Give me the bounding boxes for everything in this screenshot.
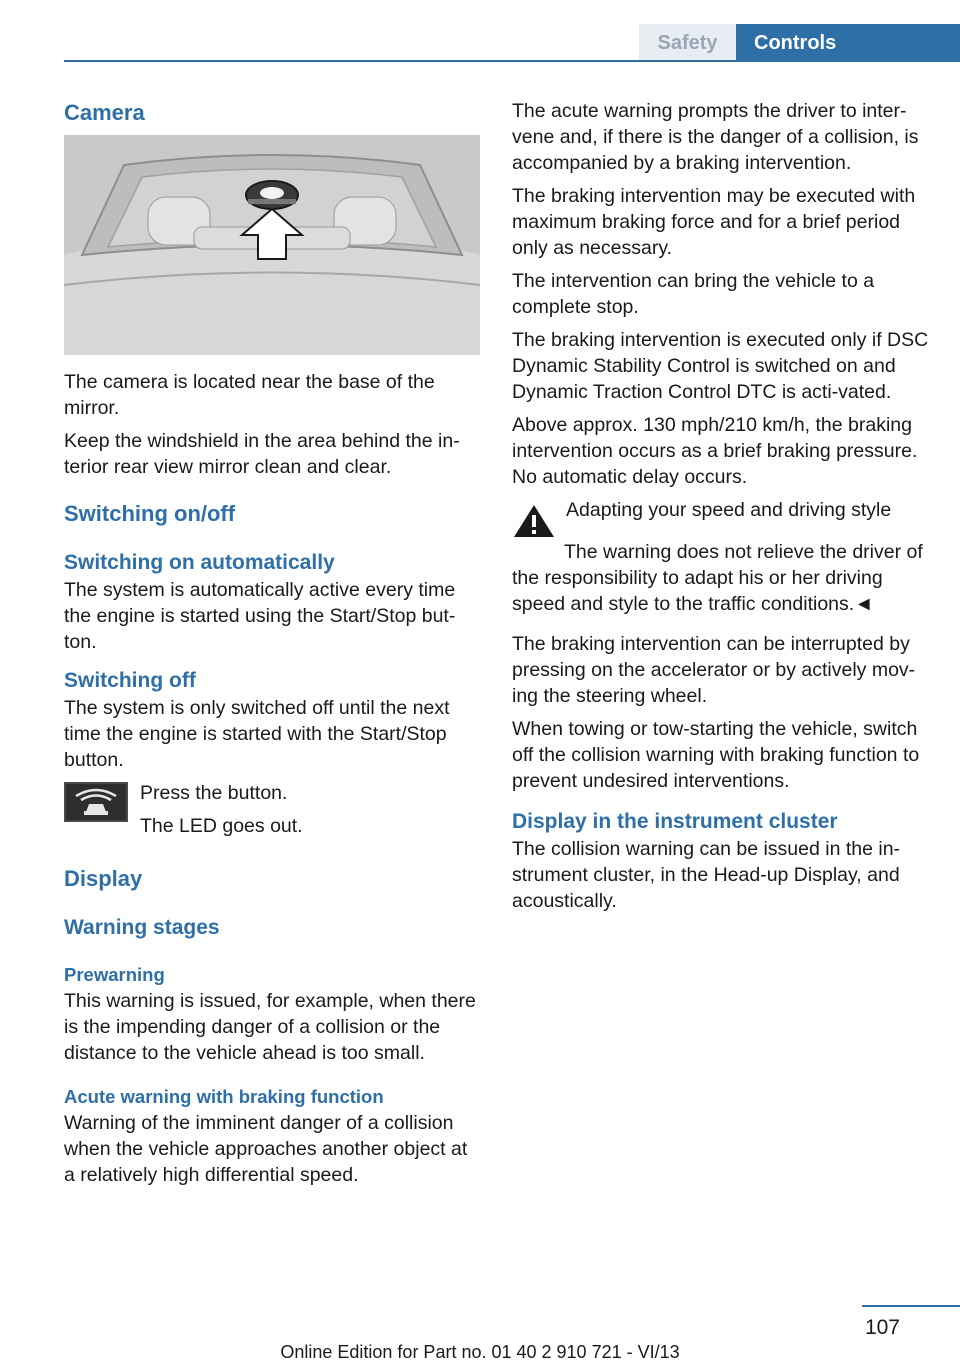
footer-rule [862, 1305, 960, 1307]
button-instruction [64, 780, 480, 846]
collision-warning-button-icon [64, 782, 128, 822]
auto-heading: Switching on automatically [64, 551, 335, 574]
dsc-condition-text: The braking intervention is executed only if DSC Dynamic Stability Control is switched on and Dynamic Traction Control DTC is acti-vated. [512, 329, 929, 403]
press-button-text: Press the button. [140, 782, 288, 804]
acute-text: Warning of the imminent danger of a collision when the vehicle approaches another object at a relatively high differential speed. [64, 1112, 468, 1186]
warning-notice [512, 497, 932, 539]
camera-figure [64, 135, 480, 355]
acute-prompt-text: The acute warning prompts the driver to inter-vene and, if there is the danger of a collision, is accompanied by a braking intervention. [512, 100, 919, 174]
cluster-text: The collision warning can be issued in the in-strument cluster, in the Head-up Display, and acoustically. [512, 838, 901, 912]
speed-limit-text: Above approx. 130 mph/210 km/h, the braking intervention occurs as a brief braking pressure. No automatic delay occurs. [512, 414, 918, 488]
left-column [64, 98, 480, 1195]
right-column [512, 98, 932, 921]
acute-heading: Acute warning with braking function [64, 1086, 384, 1107]
prewarning-heading: Prewarning [64, 964, 165, 985]
towing-text: When towing or tow-starting the vehicle, switch off the collision warning with braking function to prevent undesired interventions. [512, 718, 920, 792]
warning-stages-heading: Warning stages [64, 916, 220, 939]
tab-safety[interactable]: Safety [639, 24, 736, 62]
camera-heading: Camera [64, 100, 145, 125]
auto-text: The system is automatically active every time the engine is started using the Start/Stop but-ton. [64, 579, 456, 653]
camera-location-text: The camera is located near the base of the mirror. [64, 371, 435, 419]
header-rule [64, 60, 960, 62]
off-heading: Switching off [64, 669, 196, 692]
camera-location-illustration [64, 135, 480, 355]
led-out-text: The LED goes out. [140, 815, 303, 837]
page-number: 107 [864, 1316, 900, 1339]
display-heading: Display [64, 866, 143, 891]
braking-force-text: The braking intervention may be executed with maximum braking force and for a brief period only as necessary. [512, 185, 916, 259]
off-text: The system is only switched off until the next time the engine is started with the Start/Stop button. [64, 697, 450, 771]
warning-triangle-icon [512, 503, 556, 539]
switching-heading: Switching on/off [64, 501, 236, 526]
cluster-heading: Display in the instrument cluster [512, 810, 838, 833]
warning-body: The warning does not relieve the driver of the responsibility to adapt his or her driving speed and style to the traffic conditions.◄ [512, 541, 923, 615]
prewarning-text: This warning is issued, for example, when there is the impending danger of a collision or the distance to the vehicle ahead is too small. [64, 990, 476, 1064]
section-tabs [639, 24, 960, 62]
warning-title: Adapting your speed and driving style [566, 499, 892, 521]
complete-stop-text: The intervention can bring the vehicle to a complete stop. [512, 270, 875, 318]
tab-controls[interactable]: Controls [736, 24, 960, 62]
interrupt-text: The braking intervention can be interrupted by pressing on the accelerator or by actively mov-ing the steering wheel. [512, 633, 916, 707]
edition-note: Online Edition for Part no. 01 40 2 910 721 - VI/13 [280, 1342, 680, 1362]
windshield-text: Keep the windshield in the area behind the in-terior rear view mirror clean and clear. [64, 430, 460, 478]
